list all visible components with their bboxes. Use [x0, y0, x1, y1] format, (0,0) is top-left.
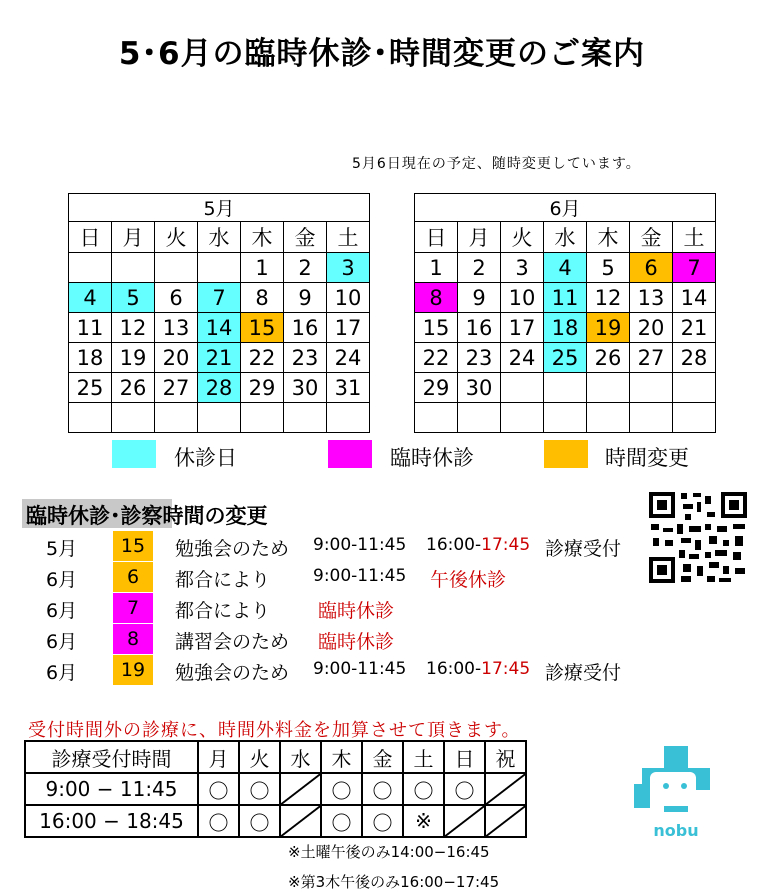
calendar-day: 4 — [544, 253, 587, 283]
calendar-day: 24 — [501, 343, 544, 373]
calendar-day: 18 — [69, 343, 112, 373]
calendar-day — [501, 373, 544, 403]
calendar-day: 26 — [112, 373, 155, 403]
calendar-day: 31 — [327, 373, 370, 403]
calendar-june — [414, 193, 716, 433]
change-afternoon-end: 17:45 — [481, 535, 531, 555]
weekday-header: 日 — [69, 222, 112, 253]
change-reason: 都合により — [175, 569, 271, 591]
hours-time-range: 9:00 − 11:45 — [25, 773, 198, 805]
calendar-day: 8 — [415, 283, 458, 313]
weekday-header: 金 — [630, 222, 673, 253]
weekday-header: 月 — [458, 222, 501, 253]
calendar-day — [587, 403, 630, 433]
calendar-day — [501, 403, 544, 433]
hours-day-header: 金 — [362, 741, 403, 773]
calendar-day — [112, 403, 155, 433]
hours-day-header: 祝 — [485, 741, 526, 773]
hours-closed-cell — [444, 805, 485, 837]
calendar-day: 15 — [241, 313, 284, 343]
hours-day-header: 水 — [280, 741, 321, 773]
calendar-day: 9 — [284, 283, 327, 313]
hours-day-header: 日 — [444, 741, 485, 773]
calendar-day: 22 — [241, 343, 284, 373]
calendar-day: 5 — [112, 283, 155, 313]
clinic-logo-icon — [626, 744, 726, 840]
calendar-day: 19 — [587, 313, 630, 343]
calendar-day — [284, 403, 327, 433]
calendar-day — [241, 403, 284, 433]
calendar-day — [673, 403, 716, 433]
weekday-header: 火 — [501, 222, 544, 253]
calendar-day: 30 — [284, 373, 327, 403]
calendar-day: 9 — [458, 283, 501, 313]
calendar-may — [68, 193, 370, 433]
hours-table — [24, 740, 527, 838]
calendar-day — [327, 403, 370, 433]
changes-heading — [22, 499, 338, 528]
calendar-day: 20 — [155, 343, 198, 373]
weekday-header: 土 — [673, 222, 716, 253]
calendar-day — [415, 403, 458, 433]
calendar-day: 28 — [673, 343, 716, 373]
hours-open-cell: 〇 — [444, 773, 485, 805]
change-day: 7 — [113, 593, 153, 623]
calendar-day: 20 — [630, 313, 673, 343]
hours-day-header: 火 — [239, 741, 280, 773]
weekday-header: 木 — [587, 222, 630, 253]
change-afternoon-hours — [426, 659, 530, 679]
calendar-day: 8 — [241, 283, 284, 313]
calendar-day: 6 — [155, 283, 198, 313]
calendar-day: 4 — [69, 283, 112, 313]
hours-day-header: 木 — [321, 741, 362, 773]
change-result: 診療受付 — [545, 538, 622, 560]
update-note: 5月6日現在の予定、随時変更しています。 — [352, 156, 641, 172]
hours-closed-cell — [280, 805, 321, 837]
change-morning-hours: 9:00-11:45 — [313, 566, 407, 586]
legend-label-hour-change: 時間変更 — [605, 446, 689, 470]
hours-open-cell: 〇 — [321, 773, 362, 805]
calendar-day: 16 — [458, 313, 501, 343]
weekday-header: 金 — [284, 222, 327, 253]
changes-heading-text: 臨時休診･診察時間の変更 — [26, 504, 268, 528]
calendar-day: 30 — [458, 373, 501, 403]
change-row — [0, 655, 660, 685]
calendar-day: 23 — [284, 343, 327, 373]
change-reason: 勉強会のため — [175, 662, 290, 684]
hours-closed-cell — [485, 773, 526, 805]
month-label: 6月 — [415, 194, 716, 222]
legend-label-closed: 休診日 — [174, 446, 237, 470]
change-row — [0, 562, 660, 592]
calendar-day: 2 — [458, 253, 501, 283]
legend-label-temporary-closure: 臨時休診 — [390, 446, 474, 470]
weekday-header: 木 — [241, 222, 284, 253]
change-morning-hours: 9:00-11:45 — [313, 659, 407, 679]
change-row — [0, 593, 660, 623]
change-row — [0, 624, 660, 654]
calendar-day: 10 — [327, 283, 370, 313]
change-month: 5月 — [46, 538, 78, 560]
calendar-day: 14 — [673, 283, 716, 313]
calendar-day: 24 — [327, 343, 370, 373]
calendar-day — [587, 373, 630, 403]
footnote-thursday: ※第3木午後のみ16:00−17:45 — [288, 873, 500, 891]
calendar-day: 1 — [241, 253, 284, 283]
overtime-fee-note: 受付時間外の診療に、時間外料金を加算させて頂きます。 — [28, 720, 521, 741]
change-result: 臨時休診 — [318, 600, 395, 622]
weekday-header: 水 — [198, 222, 241, 253]
change-reason: 講習会のため — [175, 631, 290, 653]
hours-open-cell: 〇 — [321, 805, 362, 837]
hours-open-cell: 〇 — [198, 773, 239, 805]
calendar-day: 27 — [155, 373, 198, 403]
change-afternoon-hours — [426, 535, 530, 555]
calendar-day: 27 — [630, 343, 673, 373]
hours-header-label: 診療受付時間 — [25, 741, 198, 773]
change-row — [0, 531, 660, 561]
change-afternoon-start: 16:00- — [426, 535, 482, 555]
calendar-day: 10 — [501, 283, 544, 313]
calendar-day: 25 — [69, 373, 112, 403]
weekday-header: 水 — [544, 222, 587, 253]
calendar-day: 17 — [501, 313, 544, 343]
hours-open-cell: 〇 — [362, 773, 403, 805]
calendar-day — [155, 253, 198, 283]
calendar-day: 28 — [198, 373, 241, 403]
calendar-day: 5 — [587, 253, 630, 283]
hours-open-cell: 〇 — [362, 805, 403, 837]
hours-day-header: 月 — [198, 741, 239, 773]
hours-open-cell: 〇 — [239, 805, 280, 837]
calendar-day: 7 — [198, 283, 241, 313]
calendar-day — [69, 253, 112, 283]
change-afternoon-end: 17:45 — [481, 659, 531, 679]
calendar-day — [544, 373, 587, 403]
change-day: 8 — [113, 624, 153, 654]
legend-swatch-hour-change — [544, 440, 588, 468]
change-month: 6月 — [46, 569, 78, 591]
calendar-day — [673, 373, 716, 403]
calendar-day: 11 — [69, 313, 112, 343]
calendar-day: 25 — [544, 343, 587, 373]
weekday-header: 火 — [155, 222, 198, 253]
calendar-day: 2 — [284, 253, 327, 283]
change-month: 6月 — [46, 600, 78, 622]
calendar-day — [458, 403, 501, 433]
calendar-day: 13 — [155, 313, 198, 343]
qr-code-icon — [647, 490, 749, 585]
calendar-day — [630, 373, 673, 403]
hours-day-header: 土 — [403, 741, 444, 773]
calendar-day: 14 — [198, 313, 241, 343]
hours-open-cell: ※ — [403, 805, 444, 837]
calendar-day: 12 — [587, 283, 630, 313]
calendar-day — [112, 253, 155, 283]
calendar-day: 29 — [241, 373, 284, 403]
calendar-day: 7 — [673, 253, 716, 283]
weekday-header: 日 — [415, 222, 458, 253]
change-day: 15 — [113, 531, 153, 561]
calendar-day: 23 — [458, 343, 501, 373]
change-result: 診療受付 — [545, 662, 622, 684]
weekday-header: 月 — [112, 222, 155, 253]
hours-closed-cell — [485, 805, 526, 837]
calendar-day: 1 — [415, 253, 458, 283]
calendar-day: 13 — [630, 283, 673, 313]
calendar-day: 21 — [198, 343, 241, 373]
month-label: 5月 — [69, 194, 370, 222]
change-result: 臨時休診 — [318, 631, 395, 653]
calendar-day — [198, 403, 241, 433]
hours-open-cell: 〇 — [403, 773, 444, 805]
calendar-day — [155, 403, 198, 433]
calendar-day: 3 — [327, 253, 370, 283]
calendar-day: 19 — [112, 343, 155, 373]
calendar-day: 3 — [501, 253, 544, 283]
calendar-day: 11 — [544, 283, 587, 313]
calendar-day: 18 — [544, 313, 587, 343]
calendar-day: 26 — [587, 343, 630, 373]
change-month: 6月 — [46, 662, 78, 684]
legend-swatch-closed — [112, 440, 156, 468]
change-reason: 都合により — [175, 600, 271, 622]
change-morning-hours: 9:00-11:45 — [313, 535, 407, 555]
calendar-day — [544, 403, 587, 433]
calendar-day: 6 — [630, 253, 673, 283]
calendar-day: 15 — [415, 313, 458, 343]
hours-closed-cell — [280, 773, 321, 805]
change-day: 6 — [113, 562, 153, 592]
calendar-day — [630, 403, 673, 433]
hours-open-cell: 〇 — [198, 805, 239, 837]
logo-text: nobu — [653, 821, 699, 840]
calendar-day — [198, 253, 241, 283]
change-month: 6月 — [46, 631, 78, 653]
weekday-header: 土 — [327, 222, 370, 253]
legend-swatch-temporary-closure — [328, 440, 372, 468]
change-reason: 勉強会のため — [175, 538, 290, 560]
hours-time-range: 16:00 − 18:45 — [25, 805, 198, 837]
hours-open-cell: 〇 — [239, 773, 280, 805]
calendar-day: 29 — [415, 373, 458, 403]
calendar-day: 12 — [112, 313, 155, 343]
calendar-day: 16 — [284, 313, 327, 343]
change-result: 午後休診 — [430, 569, 507, 591]
calendar-day — [69, 403, 112, 433]
calendar-day: 21 — [673, 313, 716, 343]
page-title: 5･6月の臨時休診･時間変更のご案内 — [118, 36, 646, 72]
change-day: 19 — [113, 655, 153, 685]
calendar-day: 17 — [327, 313, 370, 343]
change-afternoon-start: 16:00- — [426, 659, 482, 679]
footnote-saturday: ※土曜午後のみ14:00−16:45 — [288, 843, 490, 861]
calendar-day: 22 — [415, 343, 458, 373]
